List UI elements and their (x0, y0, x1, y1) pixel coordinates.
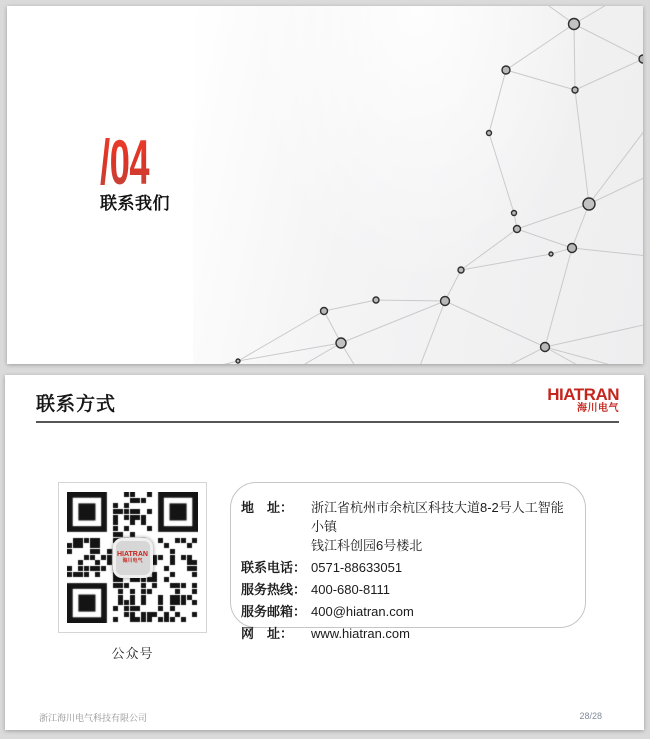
contact-row-hotline (241, 580, 571, 599)
header-divider (36, 421, 619, 423)
company-logo-subtitle: 海川电气 (577, 403, 619, 414)
page-title: 联系方式 (36, 394, 117, 415)
contact-label: 网 址： (241, 626, 294, 641)
slide-section-divider (7, 6, 643, 364)
section-title: 联系我们 (100, 194, 170, 213)
contact-value: 400@hiatran.com (311, 604, 414, 619)
contact-label: 服务邮箱： (241, 604, 307, 619)
qr-code (58, 482, 207, 633)
address-line-2: 钱江科创园6号楼北 (311, 538, 423, 553)
contact-row-email (241, 602, 571, 621)
qr-center-logo-subtitle: 海川电气 (122, 557, 143, 564)
contact-value: 400-680-8111 (311, 582, 391, 597)
contact-row-phone (241, 558, 571, 577)
contact-value: www.hiatran.com (311, 626, 410, 641)
contact-label: 联系电话： (241, 560, 307, 575)
section-number: /04 (100, 128, 150, 198)
contact-row-website (241, 624, 571, 643)
contact-label: 地 址： (241, 500, 294, 515)
company-logo (547, 386, 619, 414)
footer-page-number: 28/28 (579, 711, 602, 721)
contact-label: 服务热线： (241, 582, 307, 597)
network-nodes-svg (193, 6, 643, 364)
qr-caption: 公众号 (111, 646, 154, 661)
contact-row-address (241, 498, 571, 555)
slide-contact-info (5, 375, 644, 730)
qr-center-logo-name: HIATRAN (117, 550, 148, 558)
qr-center-logo (113, 538, 153, 578)
contact-value: 0571-88633051 (311, 560, 403, 575)
address-line-1: 浙江省杭州市余杭区科技大道8-2号人工智能小镇 (311, 500, 564, 534)
contact-value (311, 498, 571, 555)
network-graphic (193, 6, 643, 364)
contact-card (230, 482, 586, 641)
company-logo-name: HIATRAN (547, 385, 619, 404)
footer-company-name: 浙江海川电气科技有限公司 (39, 713, 148, 723)
